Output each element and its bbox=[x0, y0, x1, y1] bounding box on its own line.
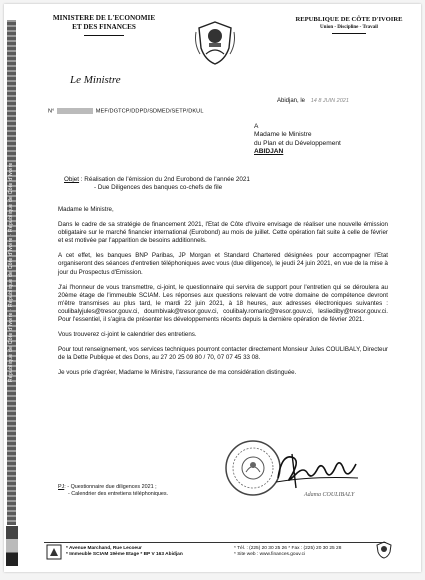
side-band: République de Côte d'Ivoire · République de Côte d'Ivoire · République de Côte d'Ivoire bbox=[7, 20, 16, 525]
paragraph-2: A cet effet, les banques BNP Paribas, JP Morgan et Standard Chartered désignées pour accompagner l'Etat organiseront des séances d'entretien téléphoniques avec vous (due diligence), le jeudi 24 juin 2021, en vue de la mise à jour du Prospectus d'Emission. bbox=[58, 252, 388, 276]
addressee-line-1: Madame le Ministre bbox=[254, 131, 312, 139]
footer-address-line-1: * Avenue Marchand, Rue Lecoeur bbox=[66, 546, 142, 551]
minister-label: Le Ministre bbox=[70, 74, 121, 86]
subject-line-1: : Réalisation de l'émission du 2nd Eurobond de l'année 2021 bbox=[79, 176, 250, 183]
coat-of-arms-icon bbox=[192, 18, 238, 66]
paragraph-4: Vous trouverez ci-joint le calendrier des entretiens. bbox=[58, 331, 197, 339]
attachments-block bbox=[58, 484, 168, 498]
letter-body bbox=[58, 206, 388, 385]
flag-stripe bbox=[6, 526, 18, 566]
paragraph-5: Pour tout renseignement, vos services techniques pourront contacter directement Monsieur Jules COULIBALY, Directeur de la Dette Publique et des Dons, au 27 20 25 09 80 / 70, 07 07 45 33 08. bbox=[58, 346, 388, 362]
attachments-label: PJ bbox=[58, 484, 65, 490]
signatory-name: Adama COULIBALY bbox=[304, 492, 355, 498]
subject-block bbox=[64, 176, 250, 192]
attachment-1: : - Questionnaire due diligences 2021 ; bbox=[64, 484, 157, 490]
footer-phone: * Tél. : (225) 20 30 25 26 * Fax : (225) 20 30 25 28 bbox=[234, 546, 342, 551]
attachment-2: - Calendrier des entretiens téléphoniques. bbox=[68, 490, 169, 497]
republic-rule bbox=[332, 33, 366, 34]
letter-page bbox=[4, 4, 421, 572]
ministry-line-2: ET DES FINANCES bbox=[72, 23, 136, 31]
paragraph-6: Je vous prie d'agréer, Madame le Ministre, l'assurance de ma considération distinguée. bbox=[58, 369, 297, 377]
ministry-rule bbox=[84, 35, 124, 36]
footer-website: * Site web : www.finances.gouv.ci bbox=[234, 552, 306, 558]
redacted-number bbox=[57, 108, 93, 114]
reference-prefix: N° bbox=[48, 108, 55, 115]
signature-icon bbox=[272, 444, 364, 492]
addressee-line-2: du Plan et du Développement bbox=[254, 139, 341, 147]
subject-label: Objet bbox=[64, 176, 80, 183]
ministry-header bbox=[34, 14, 174, 36]
place-date bbox=[277, 98, 349, 104]
footer-address bbox=[66, 546, 183, 558]
paragraph-3: J'ai l'honneur de vous transmettre, ci-joint, le questionnaire qui servira de support pour l'entretien qui se déroulera au 20ème étage de l'immeuble SCIAM. Les réponses aux questions relevant de votre domaine de compétence devront m'être transmises au plus tard, le mardi 22 juin 2021, à 18 heures, aux adresses électroniques suivantes : coulibalyjules@tresor.gouv.ci, doumbivak@tresor.gouv.ci, coulibaly.romaric@tresor.gouv.ci, lesliediby@tresor.gouv.ci. Pour l'essentiel, il s'agira de présenter les développements récents depuis la dernière opération de février 2021. bbox=[58, 283, 388, 324]
addressee-a: A bbox=[254, 123, 259, 130]
place-city: Abidjan, le bbox=[277, 98, 306, 104]
footer-contact bbox=[234, 546, 341, 558]
date-stamp: 14 8 JUIN 2021 bbox=[310, 98, 349, 104]
ministry-line-1: MINISTERE DE L'ECONOMIE bbox=[52, 14, 156, 22]
footer-address-line-2: * Immeuble SCIAM 19ème Etage * BP V 163 Abidjan bbox=[66, 552, 183, 558]
paragraph-1: Dans le cadre de sa stratégie de financement 2021, l'Etat de Côte d'Ivoire envisage de réaliser une nouvelle émission obligataire sur le marché financier international (Eurobond) au mois de juillet. Cette opération fait suite à celle de février et est motivée par l'apparition de besoins additionnels. bbox=[58, 221, 388, 245]
ministry-logo-icon bbox=[46, 544, 62, 560]
reference-code: MEF/DGTCP/DDPD/SDMED/SETP/DKUL bbox=[95, 108, 204, 115]
footer-rule bbox=[44, 542, 386, 543]
emblem-small-icon bbox=[374, 540, 394, 560]
addressee-city: ABIDJAN bbox=[254, 148, 284, 156]
republic-header bbox=[286, 16, 412, 34]
republic-line-1: REPUBLIQUE DE CÔTE D'IVOIRE bbox=[295, 16, 403, 23]
reference-number bbox=[48, 108, 204, 114]
subject-line-2: - Due Diligences des banques co-chefs de file bbox=[94, 184, 223, 191]
addressee-block bbox=[254, 123, 341, 157]
salutation: Madame le Ministre, bbox=[58, 206, 114, 213]
republic-motto: Union - Discipline - Travail bbox=[320, 25, 378, 30]
